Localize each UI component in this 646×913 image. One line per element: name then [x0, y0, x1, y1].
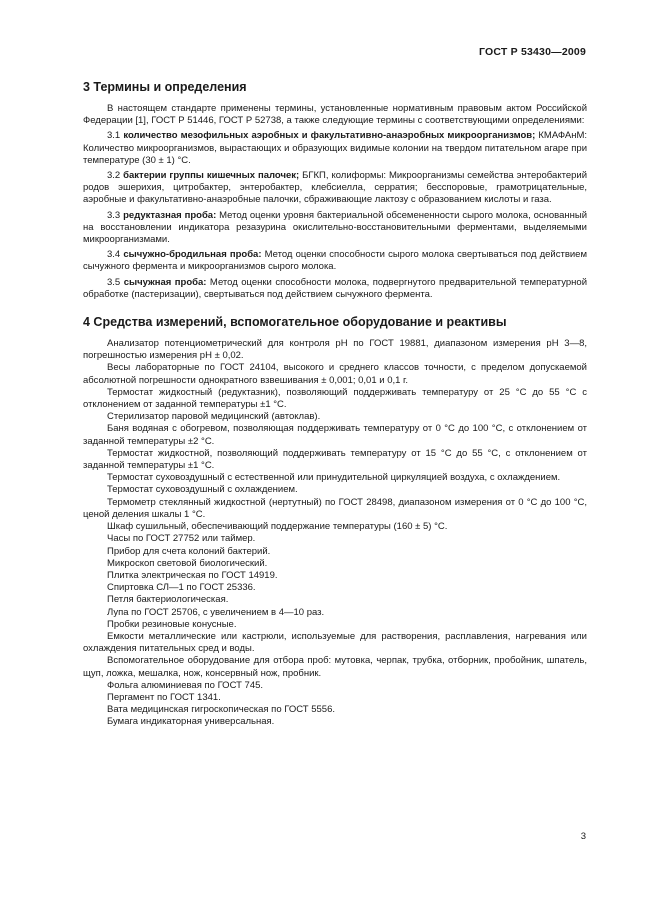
- equipment-item: Микроскоп световой биологический.: [107, 557, 268, 569]
- term-number: 3.3: [107, 209, 121, 221]
- term-name: бактерии группы кишечных палочек;: [123, 170, 300, 182]
- term-number: 3.2: [107, 170, 121, 182]
- term-name: редуктазная проба:: [123, 209, 217, 221]
- equipment-item: Термостат жидкостный (редуктазник), позволяющий поддерживать температуру от 25 °С до 55 °С с отклонением от заданной температуры ±1 °С.: [83, 386, 587, 411]
- equipment-item: Пергамент по ГОСТ 1341.: [107, 691, 221, 703]
- page-content: [83, 72, 587, 729]
- term-name: сычужно-бродильная проба:: [123, 249, 262, 261]
- document-code: ГОСТ Р 53430—2009: [478, 46, 586, 58]
- term-3-2: [83, 170, 587, 207]
- term-number: 3.5: [107, 276, 121, 288]
- term-3-5: [83, 277, 587, 301]
- equipment-item: Часы по ГОСТ 27752 или таймер.: [107, 533, 256, 545]
- equipment-item: Лупа по ГОСТ 25706, с увеличением в 4—10 раз.: [107, 606, 325, 618]
- term-3-1: [83, 130, 587, 167]
- section-4-title: 4 Средства измерений, вспомогательное оборудование и реактивы: [83, 315, 507, 330]
- term-definition: Метод оценки уровня бактериальной обсемененности сырого молока, основанный на восстановлении индикатора резазурина окислительно-восстановительными ферментами, выделяемыми микроорганизмами.: [83, 209, 587, 246]
- term-number: 3.4: [107, 249, 121, 261]
- equipment-item: Термостат суховоздушный с естественной или принудительной циркуляцией воздуха, с охлаждением.: [107, 472, 561, 484]
- equipment-item: Анализатор потенциометрический для контроля рН по ГОСТ 19881, диапазоном измерения рН 3—8, погрешностью измерения рН ± 0,02.: [83, 338, 587, 362]
- term-name: сычужная проба:: [123, 276, 207, 288]
- term-number: 3.1: [107, 130, 121, 142]
- term-definition: КМАФАнМ: Количество микроорганизмов, вырастающих и образующих видимые колонии на твердом питательном агаре при температуре (30 ± 1) °С.: [83, 130, 587, 166]
- equipment-item: Спиртовка СЛ—1 по ГОСТ 25336.: [107, 582, 256, 594]
- equipment-item: Пробки резиновые конусные.: [107, 618, 237, 630]
- term-definition: Метод оценки способности молока, подвергнутого предварительной температурной обработке (пастеризации), свертываться под действием сычужного фермента.: [83, 276, 588, 300]
- equipment-item: Весы лабораторные по ГОСТ 24104, высокого и среднего классов точности, с пределом допускаемой абсолютной погрешности однократного взвешивания ± 0,001; 0,01 и 0,1 г.: [83, 362, 587, 386]
- term-name: количество мезофильных аэробных и факультативно-анаэробных микроорганизмов;: [123, 130, 536, 142]
- equipment-item: Емкости металлические или кастрюли, используемые для растворения, расплавления, нагревания или охлаждения питательных сред и воды.: [83, 630, 587, 655]
- equipment-item: Шкаф сушильный, обеспечивающий поддержание температуры (160 ± 5) °С.: [107, 521, 448, 533]
- equipment-item: Вата медицинская гигроскопическая по ГОСТ 5556.: [107, 704, 336, 716]
- equipment-item: Петля бактериологическая.: [107, 594, 229, 606]
- equipment-item: Термометр стеклянный жидкостной (нертутный) по ГОСТ 28498, диапазоном измерения от 0 °С до 100 °С, ценой деления шкалы 1 °С.: [83, 496, 587, 520]
- equipment-item: Вспомогательное оборудование для отбора проб: мутовка, черпак, трубка, отборник, пробойник, шпатель, щуп, ложка, мешалка, нож, консервный нож, пробник.: [83, 655, 587, 679]
- equipment-item: Бумага индикаторная универсальная.: [107, 716, 275, 728]
- page-number: 3: [580, 831, 586, 842]
- equipment-item: Прибор для счета колоний бактерий.: [107, 545, 271, 557]
- equipment-item: Термостат суховоздушный с охлаждением.: [107, 484, 298, 496]
- equipment-item: Фольга алюминиевая по ГОСТ 745.: [107, 679, 264, 691]
- term-3-4: [83, 249, 587, 273]
- term-3-3: [83, 210, 587, 247]
- equipment-item: Плитка электрическая по ГОСТ 14919.: [107, 569, 278, 581]
- term-definition: БГКП, колиформы: Микроорганизмы семейства энтеробактерий родов эшерихия, цитробактер, энтеробактер, клебсиелла, серратия; бесспоровые, грамотрицательные, аэробные и факультативно-анаэробные палочки, сбраживающие лактозу с образованием кислоты и газа.: [83, 170, 588, 206]
- equipment-item: Баня водяная с обогревом, позволяющая поддерживать температуру от 0 °С до 100 °С, с отклонением от заданной температуры ±2 °С.: [83, 423, 587, 447]
- section-3-title: 3 Термины и определения: [83, 80, 247, 94]
- equipment-item: Термостат жидкостной, позволяющий поддерживать температуру от 15 °С до 55 °С, с отклонением от заданной температуры ±1 °С.: [83, 447, 587, 472]
- equipment-item: Стерилизатор паровой медицинский (автоклав).: [107, 411, 321, 423]
- term-definition: Метод оценки способности сырого молока свертываться под действием сычужного фермента и микроорганизмов сырого молока.: [83, 249, 588, 273]
- section-3-intro: В настоящем стандарте применены термины, установленные нормативным правовым актом Российской Федерации [1], ГОСТ Р 51446, ГОСТ Р 52738, а также следующие термины с соответствующими определениями:: [83, 103, 587, 127]
